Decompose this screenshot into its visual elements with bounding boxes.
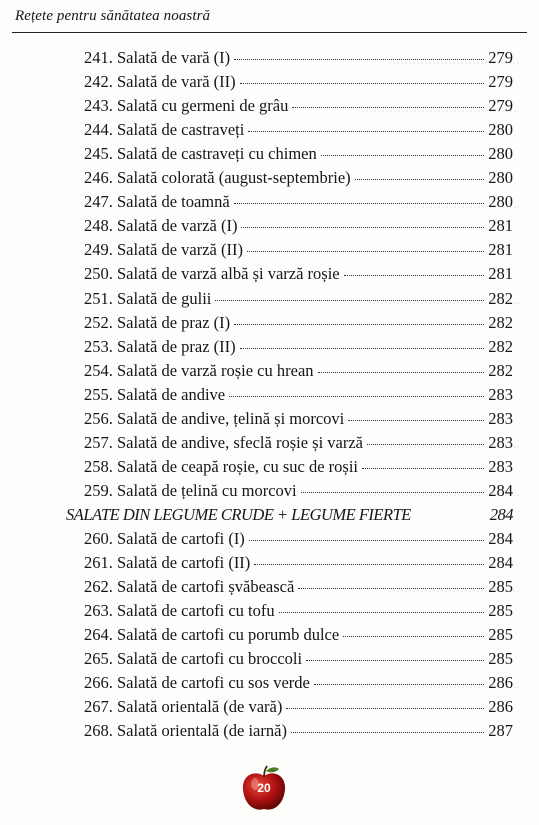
entry-number: 257. [84,432,113,452]
toc-entry [84,479,513,503]
page-ref: 282 [488,360,513,380]
toc-entry [84,455,513,479]
entry-number: 241. [84,48,113,67]
page-ref: 283 [488,384,513,404]
entry-text: Salată de vară (I) [117,48,231,67]
dot-leader [234,324,484,325]
dot-leader [240,348,485,349]
page-number: 20 [257,781,271,795]
toc-entry [84,431,513,455]
entry-title [84,431,363,455]
page-ref: 286 [488,673,513,693]
page-ref: 283 [488,432,513,452]
page-ref: 279 [488,72,513,92]
toc-entry [84,575,513,599]
toc-entry [84,238,513,262]
toc-entry [84,287,513,311]
entry-number: 260. [84,529,113,548]
entry-text: Salată de cartofi (II) [117,553,251,573]
dot-leader [234,203,485,204]
entry-title [84,671,310,695]
toc-entry [84,551,513,575]
toc-entry [84,383,513,407]
page-ref: 284 [488,553,513,573]
entry-text: Salată de gulii [117,288,212,308]
dot-leader [247,251,484,252]
page-ref: 282 [488,312,513,332]
entry-number: 254. [84,360,113,380]
entry-number: 242. [84,72,113,92]
page-ref: 285 [488,625,513,645]
entry-number: 245. [84,144,113,164]
entry-number: 253. [84,336,113,356]
page-ref: 281 [488,240,513,260]
toc-entry [84,70,513,94]
page-ref: 280 [488,144,513,164]
entry-number: 246. [84,168,113,188]
page-ref: 285 [488,577,513,597]
entry-title [84,335,236,359]
toc-entry [84,599,513,623]
page-ref: 279 [488,96,513,116]
page-ref: 280 [488,120,513,140]
page-ref: 286 [488,697,513,717]
entry-title [84,527,245,551]
entry-text: Salată de varză (I) [117,216,238,236]
entry-text: Salată de cartofi cu tofu [117,601,275,621]
entry-text: Salată de cartofi cu porumb dulce [117,625,340,645]
entry-text: Salată de cartofi cu broccoli [117,649,303,669]
toc-entry [84,166,513,190]
toc-entry [84,623,513,647]
running-header: Rețete pentru sănătatea noastră [15,8,211,24]
dot-leader [367,444,484,445]
entry-text: Salată de praz (II) [117,336,236,356]
section-title: SALATE DIN LEGUME CRUDE + LEGUME FIERTE [66,504,411,524]
dot-leader [291,732,484,733]
toc-entry [84,719,513,743]
entry-title [84,70,236,94]
entry-title [84,695,282,719]
dot-leader [301,492,485,493]
entry-title [84,479,297,503]
entry-text: Salată de țelină cu morcovi [117,480,297,500]
dot-leader [241,227,484,228]
entry-title [84,407,344,431]
toc-entry [84,311,513,335]
page-number-badge [238,765,290,815]
entry-title [84,190,230,214]
entry-number: 266. [84,673,113,693]
header-rule [12,32,527,33]
entry-title [84,166,351,190]
entry-title [84,551,250,575]
entry-title [84,359,314,383]
entry-title [84,238,243,262]
page-ref: 285 [488,601,513,621]
entry-text: Salată de castraveți [117,120,245,140]
entry-text: Salată de andive, sfeclă roșie și varză [117,432,364,452]
dot-leader [348,420,484,421]
entry-number: 248. [84,216,113,236]
dot-leader [234,59,484,60]
entry-text: Salată de vară (II) [117,72,236,92]
entry-number: 247. [84,192,113,212]
dot-leader [215,300,484,301]
entry-title [84,647,302,671]
dot-leader [249,540,484,541]
page-ref: 280 [488,168,513,188]
page-ref: 282 [488,288,513,308]
toc-entry [84,335,513,359]
entry-text: Salată de varză (II) [117,240,243,260]
entry-title [84,287,211,311]
entry-text: Salată de cartofi (I) [117,529,245,548]
entry-text: Salată de andive, țelină și morcovi [117,408,345,428]
dot-leader [306,660,484,661]
entry-title [84,623,339,647]
toc-entry [84,118,513,142]
entry-text: Salată de castraveți cu chimen [117,144,317,164]
entry-text: Salată de cartofi șvăbească [117,577,295,597]
entry-title [84,383,225,407]
dot-leader [321,155,485,156]
toc-entry [84,214,513,238]
entry-number: 249. [84,240,113,260]
dot-leader [279,612,485,613]
entry-text: Salată de toamnă [117,192,230,212]
section-heading [66,503,513,527]
entry-number: 259. [84,480,113,500]
page-ref: 287 [488,721,513,741]
entry-text: Salată de andive [117,384,226,404]
entry-number: 256. [84,408,113,428]
entry-text: Salată colorată (august-septembrie) [117,168,351,188]
entry-number: 250. [84,264,113,284]
page-ref: 284 [489,504,513,524]
entry-number: 264. [84,625,113,645]
toc-entry [84,46,513,70]
toc-entry [84,647,513,671]
toc-entry [84,262,513,286]
entry-text: Salată de cartofi cu sos verde [117,673,310,693]
entry-number: 267. [84,697,113,717]
entry-text: Salată de ceapă roșie, cu suc de roșii [117,456,358,476]
page-ref: 281 [488,264,513,284]
entry-title [84,599,275,623]
toc-entry [84,142,513,166]
entry-number: 251. [84,288,113,308]
entry-title [84,575,294,599]
entry-title [84,214,237,238]
dot-leader [292,107,484,108]
dot-leader [314,684,484,685]
page-ref: 282 [488,336,513,356]
page-ref: 284 [488,529,513,548]
dot-leader [344,275,485,276]
dot-leader [362,468,484,469]
toc-entry [84,671,513,695]
entry-number: 258. [84,456,113,476]
entry-title [84,94,288,118]
dot-leader [240,83,485,84]
toc-entry [84,359,513,383]
toc-entry [84,94,513,118]
entry-title [84,719,287,743]
page-ref: 281 [488,216,513,236]
page-ref: 279 [488,48,513,67]
dot-leader [343,636,484,637]
toc-entry [84,407,513,431]
entry-title [84,262,340,286]
entry-title [84,142,317,166]
entry-number: 263. [84,601,113,621]
entry-text: Salată de varză roșie cu hrean [117,360,314,380]
entry-number: 244. [84,120,113,140]
dot-leader [254,564,484,565]
page-ref: 280 [488,192,513,212]
entry-number: 262. [84,577,113,597]
dot-leader [286,708,484,709]
entry-title [84,118,244,142]
entry-number: 268. [84,721,113,741]
toc-entry [84,695,513,719]
entry-number: 255. [84,384,113,404]
dot-leader [229,396,484,397]
entry-text: Salată cu germeni de grâu [117,96,289,116]
toc-entry [84,527,513,551]
entry-number: 243. [84,96,113,116]
dot-leader [355,179,485,180]
dot-leader [248,131,484,132]
entry-title [84,455,358,479]
entry-text: Salată de praz (I) [117,312,231,332]
entry-number: 261. [84,553,113,573]
page-ref: 283 [488,408,513,428]
page-ref: 283 [488,456,513,476]
entry-text: Salată orientală (de vară) [117,697,283,717]
page-ref: 285 [488,649,513,669]
toc-entry [84,190,513,214]
dot-leader [298,588,484,589]
entry-title [84,311,230,335]
page-ref: 284 [488,480,513,500]
entry-title [84,46,230,70]
entry-text: Salată de varză albă și varză roșie [117,264,340,284]
dot-leader [318,372,485,373]
entry-number: 252. [84,312,113,332]
entry-number: 265. [84,649,113,669]
entry-text: Salată orientală (de iarnă) [117,721,287,741]
